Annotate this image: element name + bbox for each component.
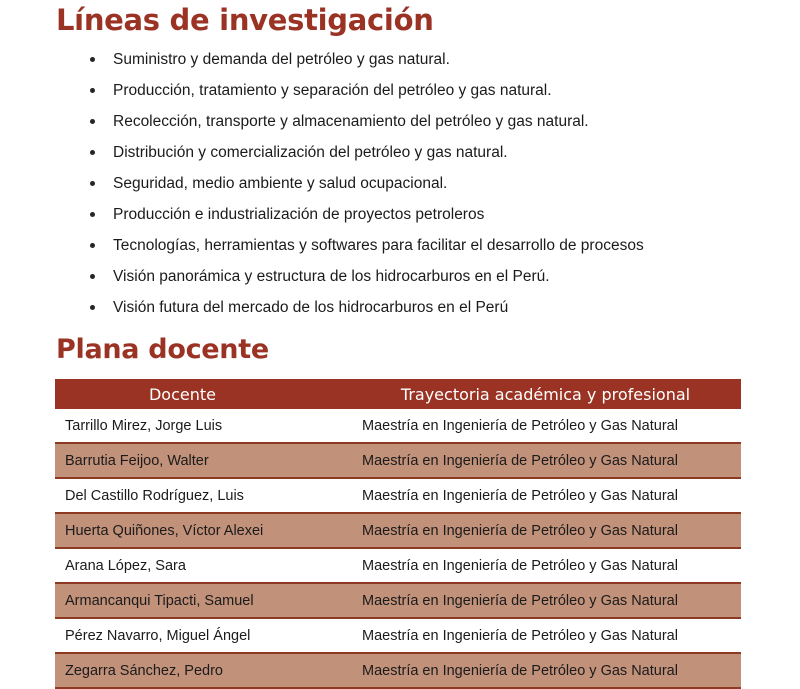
list-item-label: Visión futura del mercado de los hidrocarburos en el Perú [113, 299, 509, 316]
table-row [55, 583, 741, 618]
cell-trayectoria: Maestría en Ingeniería de Petróleo y Gas Natural [350, 653, 741, 688]
bullet-icon [90, 274, 95, 279]
table-row [55, 653, 741, 688]
bullet-icon [90, 88, 95, 93]
bullet-icon [90, 119, 95, 124]
list-item [0, 106, 760, 137]
list-item-label: Suministro y demanda del petróleo y gas natural. [113, 51, 450, 68]
cell-docente: Barrutia Feijoo, Walter [55, 443, 350, 478]
table-row [55, 548, 741, 583]
bullet-icon [90, 243, 95, 248]
cell-trayectoria: Maestría en Ingeniería de Petróleo y Gas Natural [350, 513, 741, 548]
bullet-icon [90, 57, 95, 62]
bullet-icon [90, 150, 95, 155]
list-item-label: Visión panorámica y estructura de los hidrocarburos en el Perú. [113, 268, 550, 285]
research-lines-list [0, 44, 760, 323]
list-item-label: Producción, tratamiento y separación del petróleo y gas natural. [113, 82, 552, 99]
list-item-label: Tecnologías, herramientas y softwares para facilitar el desarrollo de procesos [113, 237, 644, 254]
table-row [55, 618, 741, 653]
cell-trayectoria: Maestría en Ingeniería de Petróleo y Gas Natural [350, 478, 741, 513]
list-item-label: Distribución y comercialización del petróleo y gas natural. [113, 144, 508, 161]
list-item [0, 168, 760, 199]
cell-docente: Huerta Quiñones, Víctor Alexei [55, 513, 350, 548]
table-row [55, 409, 741, 443]
cell-docente: Armancanqui Tipacti, Samuel [55, 583, 350, 618]
cell-docente: Arana López, Sara [55, 548, 350, 583]
table-row [55, 443, 741, 478]
list-item [0, 230, 760, 261]
table-row [55, 478, 741, 513]
cell-trayectoria: Maestría en Ingeniería de Petróleo y Gas Natural [350, 548, 741, 583]
list-item [0, 292, 760, 323]
page-title-research: Líneas de investigación [56, 3, 434, 37]
cell-docente: Zegarra Sánchez, Pedro [55, 653, 350, 688]
page-title-faculty: Plana docente [56, 334, 269, 365]
cell-docente: Tarrillo Mirez, Jorge Luis [55, 409, 350, 443]
cell-trayectoria: Maestría en Ingeniería de Petróleo y Gas Natural [350, 583, 741, 618]
list-item [0, 44, 760, 75]
list-item-label: Recolección, transporte y almacenamiento del petróleo y gas natural. [113, 113, 589, 130]
cell-docente: Pérez Navarro, Miguel Ángel [55, 618, 350, 653]
cell-trayectoria: Maestría en Ingeniería de Petróleo y Gas Natural [350, 618, 741, 653]
faculty-table [55, 379, 741, 689]
column-header-trayectoria: Trayectoria académica y profesional [350, 379, 741, 409]
cell-trayectoria: Maestría en Ingeniería de Petróleo y Gas Natural [350, 443, 741, 478]
list-item-label: Seguridad, medio ambiente y salud ocupacional. [113, 175, 448, 192]
list-item-label: Producción e industrialización de proyectos petroleros [113, 206, 485, 223]
table-header [55, 379, 741, 409]
list-item [0, 261, 760, 292]
column-header-docente: Docente [55, 379, 350, 409]
list-item [0, 75, 760, 106]
bullet-icon [90, 212, 95, 217]
bullet-icon [90, 305, 95, 310]
table-header-row [55, 379, 741, 409]
cell-docente: Del Castillo Rodríguez, Luis [55, 478, 350, 513]
table-body [55, 409, 741, 688]
table-row [55, 513, 741, 548]
cell-trayectoria: Maestría en Ingeniería de Petróleo y Gas Natural [350, 409, 741, 443]
list-item [0, 137, 760, 168]
bullet-icon [90, 181, 95, 186]
list-item [0, 199, 760, 230]
